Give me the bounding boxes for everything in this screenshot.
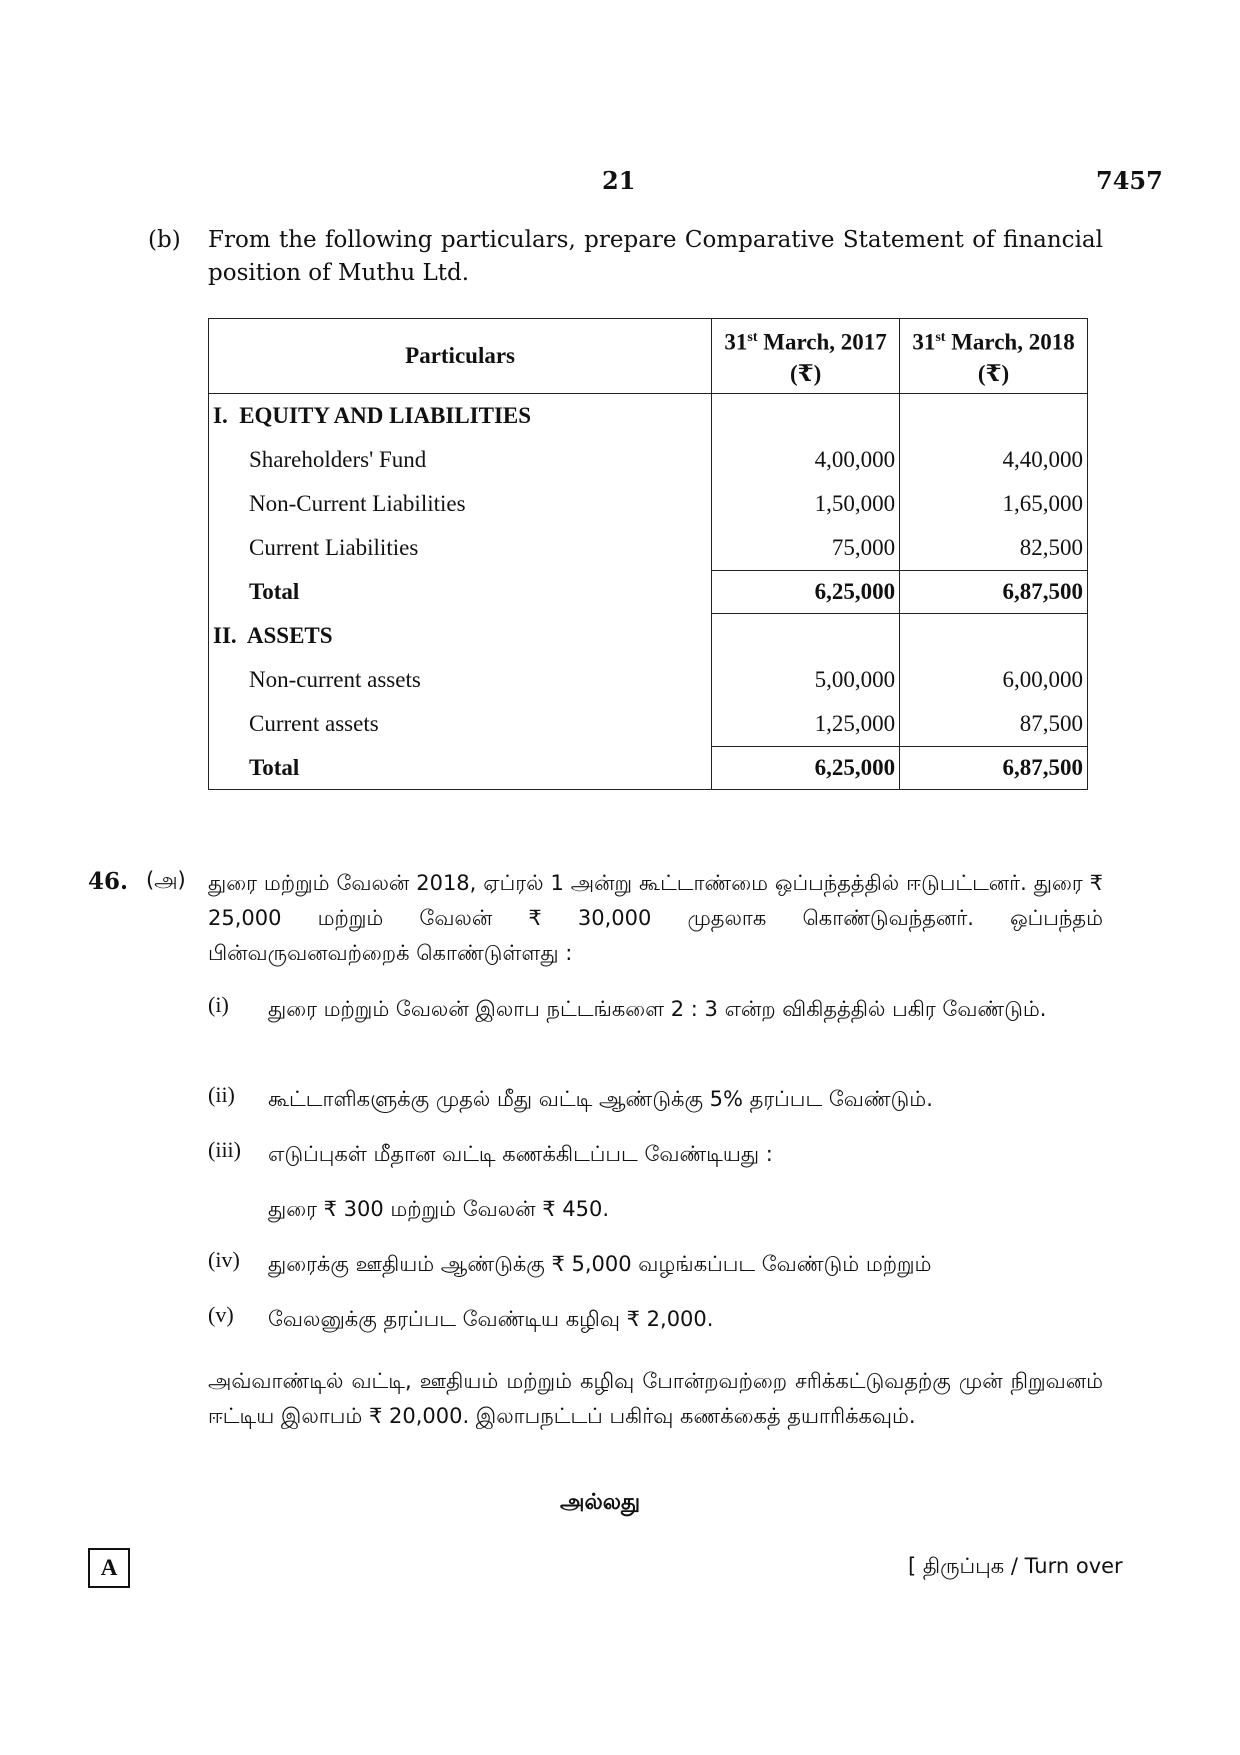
total-2018: 6,87,500	[900, 571, 1088, 614]
question-46-sub-label: (அ)	[146, 868, 186, 892]
header-2018-unit: (₹)	[977, 361, 1010, 387]
list-item	[208, 1302, 1103, 1338]
row-value-2018: 6,00,000	[900, 658, 1088, 702]
paper-version-box: A	[88, 1548, 130, 1588]
total-label: Total	[209, 747, 712, 790]
header-2018-sup: st	[935, 329, 946, 345]
item-label: (iii)	[208, 1137, 241, 1162]
item-text: துரை ₹ 300 மற்றும் வேலன் ₹ 450.	[268, 1197, 609, 1221]
item-label: (v)	[208, 1302, 234, 1327]
row-value-2018: 1,65,000	[900, 482, 1088, 526]
item-label: (i)	[208, 992, 229, 1017]
row-value-2017: 4,00,000	[712, 438, 900, 482]
exam-code: 7457	[1096, 166, 1163, 195]
header-2018-day: 31	[912, 329, 936, 355]
table-row	[209, 702, 1088, 747]
row-value-2017: 5,00,000	[712, 658, 900, 702]
header-march-2018	[900, 319, 1088, 394]
list-item	[208, 1137, 1103, 1173]
total-2018: 6,87,500	[900, 747, 1088, 790]
item-text: துரை மற்றும் வேலன் இலாப நட்டங்களை 2 : 3 என்ற விகிதத்தில் பகிர வேண்டும்.	[268, 997, 1047, 1021]
list-item	[208, 1082, 1103, 1118]
total-label: Total	[209, 571, 712, 614]
item-label: (iv)	[208, 1247, 240, 1272]
list-item	[208, 1247, 1103, 1283]
header-2017-sup: st	[747, 329, 758, 345]
table-row	[209, 526, 1088, 571]
list-item	[208, 992, 1103, 1062]
item-label: (ii)	[208, 1082, 235, 1107]
total-2017: 6,25,000	[712, 571, 900, 614]
financial-position-table	[208, 318, 1088, 790]
header-2017-day: 31	[724, 329, 748, 355]
header-march-2017	[712, 319, 900, 394]
row-value-2017: 1,50,000	[712, 482, 900, 526]
row-value-2018: 82,500	[900, 526, 1088, 571]
question-46-number: 46.	[88, 868, 129, 895]
row-value-2018: 4,40,000	[900, 438, 1088, 482]
page-number: 21	[602, 166, 636, 195]
row-label: Shareholders' Fund	[209, 438, 712, 482]
total-row	[209, 571, 1088, 614]
table-row	[209, 438, 1088, 482]
header-2017-rest: March, 2017	[757, 329, 887, 355]
question-46-closing: அவ்வாண்டில் வட்டி, ஊதியம் மற்றும் கழிவு போன்றவற்றை சரிக்கட்டுவதற்கு முன் நிறுவனம் ஈட்டிய இலாபம் ₹ 20,000. இலாபநட்டப் பகிர்வு கணக்கைத் தயாரிக்கவும்.	[208, 1369, 1103, 1428]
row-value-2017: 75,000	[712, 526, 900, 571]
list-item	[208, 1192, 1103, 1228]
table-row	[209, 658, 1088, 702]
question-b-text: From the following particulars, prepare Comparative Statement of financial position of Muthu Ltd.	[208, 227, 1103, 286]
item-text: வேலனுக்கு தரப்பட வேண்டிய கழிவு ₹ 2,000.	[268, 1307, 714, 1331]
table-row	[209, 482, 1088, 526]
or-separator: அல்லது	[560, 1490, 641, 1515]
section-assets	[209, 614, 1088, 659]
row-value-2017: 1,25,000	[712, 702, 900, 747]
section-equity-liabilities	[209, 394, 1088, 439]
item-text: எடுப்புகள் மீதான வட்டி கணக்கிடப்பட வேண்டியது :	[268, 1142, 773, 1166]
table-header-row	[209, 319, 1088, 394]
question-46-intro: துரை மற்றும் வேலன் 2018, ஏப்ரல் 1 அன்று கூட்டாண்மை ஒப்பந்தத்தில் ஈடுபட்டனர். துரை ₹ 25,000 மற்றும் வேலன் ₹ 30,000 முதலாக கொண்டுவந்தனர். ஒப்பந்தம் பின்வருவனவற்றைக் கொண்டுள்ளது :	[208, 871, 1103, 965]
total-2017: 6,25,000	[712, 747, 900, 790]
row-label: Non-Current Liabilities	[209, 482, 712, 526]
total-row	[209, 747, 1088, 790]
row-label: Non-current assets	[209, 658, 712, 702]
item-text: கூட்டாளிகளுக்கு முதல் மீது வட்டி ஆண்டுக்கு 5% தரப்பட வேண்டும்.	[268, 1087, 933, 1111]
item-text: துரைக்கு ஊதியம் ஆண்டுக்கு ₹ 5,000 வழங்கப்பட வேண்டும் மற்றும்	[268, 1252, 932, 1276]
header-2017-unit: (₹)	[789, 361, 822, 387]
header-2018-rest: March, 2018	[945, 329, 1075, 355]
section-title: II. ASSETS	[209, 614, 712, 659]
row-label: Current assets	[209, 702, 712, 747]
row-value-2018: 87,500	[900, 702, 1088, 747]
turn-over-label: [ திருப்புக / Turn over	[908, 1554, 1123, 1578]
header-particulars: Particulars	[209, 319, 712, 394]
row-label: Current Liabilities	[209, 526, 712, 571]
question-b-label: (b)	[148, 227, 181, 253]
section-title: I. EQUITY AND LIABILITIES	[209, 394, 712, 439]
